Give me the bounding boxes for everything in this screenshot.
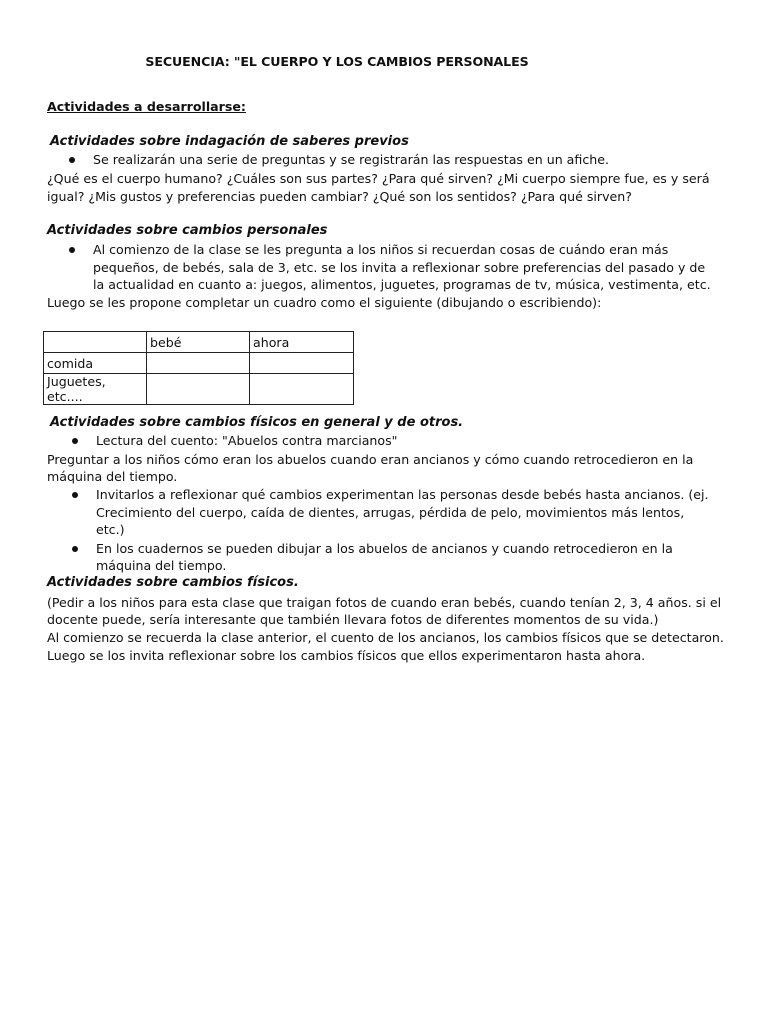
section3-bullet3-line: máquina del tiempo. — [96, 558, 227, 573]
section3-bullet3-line: En los cuadernos se pueden dibujar a los abuelos de ancianos y cuando retrocedieron en la — [96, 541, 673, 556]
table-cell — [250, 374, 354, 405]
section4-heading: Actividades sobre cambios físicos. — [47, 575, 299, 590]
section3-bullet2-line: Invitarlos a reflexionar qué cambios experimentan las personas desde bebés hasta ancianos. (ej. — [96, 487, 709, 502]
section2-heading: Actividades sobre cambios personales — [47, 223, 328, 238]
section2-bullet-line: la actualidad en cuanto a: juegos, alimentos, juguetes, programas de tv, música, vestimenta, etc. — [93, 277, 711, 292]
section4-line: Al comienzo se recuerda la clase anterior, el cuento de los ancianos, los cambios físicos que se detectaron. — [47, 630, 724, 645]
table-header-cell — [44, 332, 147, 353]
table-header-row — [44, 332, 354, 353]
comparison-table — [43, 331, 354, 405]
document-title: SECUENCIA: "EL CUERPO Y LOS CAMBIOS PERSONALES — [145, 54, 529, 69]
bullet-dot — [69, 157, 75, 163]
table-header-cell: ahora — [250, 332, 354, 353]
section3-para-line: Preguntar a los niños cómo eran los abuelos cuando eran ancianos y cómo cuando retrocedieron en la — [47, 452, 694, 467]
table-cell — [250, 353, 354, 374]
table-cell: comida — [44, 353, 147, 374]
section3-bullet2-line: Crecimiento del cuerpo, caída de dientes, arrugas, pérdida de pelo, movimientos más lentos, — [96, 505, 685, 520]
section4-line: (Pedir a los niños para esta clase que traigan fotos de cuando eran bebés, cuando tenían 2, 3, 4 años. si el — [47, 595, 722, 610]
bullet-dot — [69, 247, 75, 253]
table-cell — [147, 374, 250, 405]
section4-line: docente puede, sería interesante que también llevara fotos de diferentes momentos de su vida.) — [47, 612, 659, 627]
table-cell — [147, 353, 250, 374]
table-row — [44, 374, 354, 405]
table-row — [44, 353, 354, 374]
section3-heading: Actividades sobre cambios físicos en general y de otros. — [50, 415, 464, 430]
bullet-dot — [72, 438, 78, 444]
bullet-dot — [72, 492, 78, 498]
table-header-cell: bebé — [147, 332, 250, 353]
main-heading: Actividades a desarrollarse: — [47, 99, 246, 114]
section4-line: Luego se los invita reflexionar sobre los cambios físicos que ellos experimentaron hasta ahora. — [47, 648, 646, 663]
section1-heading: Actividades sobre indagación de saberes previos — [50, 134, 409, 149]
section3-bullet2-line: etc.) — [96, 522, 125, 537]
section2-bullet-line: Al comienzo de la clase se les pregunta a los niños si recuerdan cosas de cuándo eran más — [93, 242, 669, 257]
table-cell: Juguetes, etc.... — [44, 374, 147, 405]
section3-bullet1: Lectura del cuento: "Abuelos contra marcianos" — [96, 433, 398, 448]
section2-bullet-line: pequeños, de bebés, sala de 3, etc. se los invita a reflexionar sobre preferencias del pasado y de — [93, 260, 706, 275]
section1-bullet: Se realizarán una serie de preguntas y se registrarán las respuestas en un afiche. — [93, 152, 609, 167]
section1-line: ¿Qué es el cuerpo humano? ¿Cuáles son sus partes? ¿Para qué sirven? ¿Mi cuerpo siempre fue, es y será — [47, 171, 710, 186]
bullet-dot — [72, 546, 78, 552]
section2-after: Luego se les propone completar un cuadro como el siguiente (dibujando o escribiendo): — [47, 295, 602, 310]
section1-line: igual? ¿Mis gustos y preferencias pueden cambiar? ¿Qué son los sentidos? ¿Para qué sirven? — [47, 189, 632, 204]
section3-para-line: máquina del tiempo. — [47, 469, 178, 484]
